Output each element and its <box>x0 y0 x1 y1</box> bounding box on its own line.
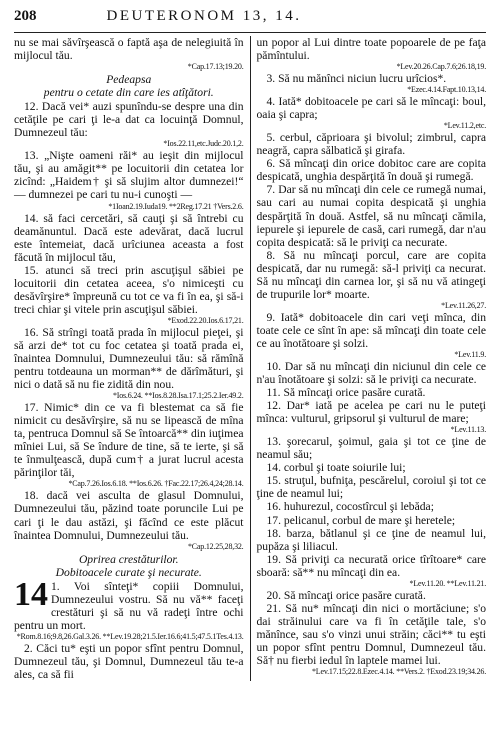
verse-4: 4. Iată* dobitoacele pe cari să le mîncaţi: boul, oaia şi capra; <box>256 95 486 122</box>
verse-18: 18. barza, bătlanul şi ce ţine de neamul lui, pupăza şi liliacul. <box>256 526 486 553</box>
verse-15: 15. atunci să treci prin ascuţişul săbiei pe locuitorii din cetatea aceea, s'o nimiceşti cu desăvîrşire* împreună cu tot ce va fi în ea, şi să-i treci chiar şi vitele prin ascuţişul săbiei. <box>14 263 244 316</box>
verse-3: 3. Să nu mănînci niciun lucru urîcios*. <box>266 72 447 86</box>
page-number: 208 <box>14 8 37 24</box>
section-title <box>14 73 244 99</box>
verse-text: un popor al Lui dintre toate popoarele de pe faţa pămîntului. <box>256 36 486 63</box>
page-header <box>14 8 486 33</box>
cross-reference: *Cap.17.13;19.20. <box>187 62 244 72</box>
verse-11: 11. Să mîncaţi orice pasăre curată. <box>266 386 426 400</box>
cross-reference: *Lev.11.2,etc. <box>443 121 486 131</box>
verse-2: 2. Căci tu* eşti un popor sfînt pentru Domnul, Dumnezeul tău, şi Domnul, Dumnezeul tău te-a ales, ca să fii <box>14 641 244 681</box>
verse-15: 15. struţul, bufniţa, pescărelul, coroiul şi tot ce ţine de neamul lui; <box>256 474 486 501</box>
right-column <box>257 36 487 681</box>
verse-18: 18. dacă vei asculta de glasul Domnului, Dumnezeului tău, păzind toate poruncile Lui pe cari ţi le dau astăzi, şi făcînd ce este plăcut înaintea Domnului, Dumnezeului tău. <box>14 489 244 542</box>
cross-reference: *Rom.8.16;9.8,26.Gal.3.26. **Lev.19.28;21.5.Ier.16.6;41.5;47.5.1Tes.4.13. <box>16 631 244 641</box>
verse-14: 14. corbul şi toate soiurile lui; <box>266 461 406 475</box>
verse-20: 20. Să mîncaţi orice pasăre curată. <box>266 588 426 602</box>
section-title-line: Dobitoacele curate şi necurate. <box>55 565 202 579</box>
cross-reference: *Cap.7.26.Ios.6.18. **Ios.6.26. †Fac.22.17;26.4,24;28.14. <box>68 479 244 489</box>
cross-reference: *Lev.20.26.Cap.7.6;26.18,19. <box>396 62 486 72</box>
section-title-line: Oprirea crestăturilor. <box>78 552 179 566</box>
verse-17: 17. pelicanul, corbul de mare şi heretele; <box>266 513 456 527</box>
column-divider <box>250 36 251 681</box>
cross-reference: *Lev.11.20. **Lev.11.21. <box>409 578 486 588</box>
verse-6: 6. Să mîncaţi din orice dobitoc care are copita despicată, unghia despărţită în două şi rumegă. <box>256 157 486 184</box>
running-title: DEUTERONOM 13, 14. <box>106 8 302 24</box>
cross-reference: *Ezec.4.14.Fapt.10.13,14. <box>407 85 486 95</box>
verse-12: 12. Dar* iată pe acelea pe cari nu le puteţi mînca: vulturul, gripsorul şi vulturul de mare; <box>256 399 486 426</box>
cross-reference: *Lev.11.9. <box>454 349 486 359</box>
verse-7: 7. Dar să nu mîncaţi din cele ce rumegă numai, sau cari au numai copita despicată şi unghia despărţită în două. Astfel, să nu mîncaţi cămila, iepurele şi iepurele de casă, cari rumegă, dar n'au copita despicată: să le priviţi ca necurate. <box>256 183 486 249</box>
cross-reference: *Lev.11.13. <box>450 425 486 435</box>
text-columns <box>14 36 486 681</box>
verse-14: 14. să faci cercetări, să cauţi şi să întrebi cu deamănuntul. Dacă este adevărat, dacă lucrul este întemeiat, dacă urîciunea aceasta a fost făcută în mijlocul tău, <box>14 211 244 264</box>
left-column <box>14 36 244 681</box>
verse-5: 5. cerbul, căprioara şi bivolul; zimbrul, capra neagră, capra sălbatică şi girafa. <box>256 131 486 158</box>
verse-13: 13. „Nişte oameni răi* au ieşit din mijlocul tău, şi au amăgit** pe locuitorii din cetatea lor zicînd: „Haidem† şi să slujim altor dumnezei!“ — dumnezei pe cari tu nu-i cunoşti — <box>14 149 244 202</box>
verse-text: nu se mai săvîrşească o faptă aşa de nelegiuită în mijlocul tău. <box>14 36 244 63</box>
verse-8: 8. Să nu mîncaţi porcul, care are copita despicată, dar nu rumegă: să-l priviţi ca necurat. Să nu mîncaţi din carnea lor, şi să nu vă atingeţi de trupurile lor* moarte. <box>256 248 486 301</box>
verse-19: 19. Să priviţi ca necurată orice tîrîtoare* care sboară: să** nu mîncaţi din ea. <box>256 552 486 579</box>
verse-10: 10. Dar să nu mîncaţi din niciunul din cele ce n'au înotătoare şi solzi: să le priviţi ca necurate. <box>256 359 486 387</box>
section-title-line: pentru o cetate din care ies atîţători. <box>43 86 214 100</box>
verse-12: 12. Dacă vei* auzi spunîndu-se despre una din cetăţile pe cari ţi le-a dat ca locuinţă Domnul, Dumnezeul tău: <box>14 100 244 140</box>
verse-16: 16. huhurezul, cocostîrcul şi lebăda; <box>266 500 434 514</box>
verse-1: 1. Voi sînteţi* copiii Domnului, Dumnezeului vostru. Să nu vă** faceţi crestături şi să nu vă radeţi între ochi pentru un mort. <box>14 579 244 632</box>
cross-reference: *Exod.22.20.Ios.6.17,21. <box>167 315 244 325</box>
section-title-line: Pedeapsa <box>106 73 152 87</box>
cross-reference: *Lev.11.26,27. <box>441 300 486 310</box>
verse-13: 13. şorecarul, şoimul, gaia şi tot ce ţine de neamul său; <box>256 435 486 462</box>
verse-17: 17. Nimic* din ce va fi blestemat ca să fie nimicit cu desăvîrşire, să nu se lipească de mîna ta, pentruca Domnul să Se întoarcă** din iuţimea mîniei Lui, să Se îndure de tine, să te ierte, şi să te înmulţească, după cum† a jurat lucrul acesta părinţilor tăi, <box>14 401 244 480</box>
cross-reference: *Ios.22.11,etc.Judc.20.1,2. <box>163 139 244 149</box>
cross-reference: *Lev.17.15;22.8.Ezec.4.14. **Vers.2. †Exod.23.19;34.26. <box>311 667 486 677</box>
cross-reference: *1Ioan2.19.Iuda19. **2Reg.17.21 †Vers.2.6. <box>108 201 244 211</box>
chapter-number: 14 <box>14 575 48 613</box>
cross-reference: *Ios.6.24. **Ios.8.28.Isa.17.1;25.2.Ier.49.2. <box>112 391 244 401</box>
cross-reference: *Cap.12.25,28,32. <box>188 541 244 551</box>
verse-21: 21. Să nu* mîncaţi din nici o mortăciune; s'o dai străinului care va fi în cetăţile tale, s'o mănînce, sau s'o vinzi unui străin; căci** tu eşti un popor sfînt pentru Domnul, Dumnezeul tău. Să† nu fierbi iedul în laptele mamei lui. <box>256 601 486 667</box>
verse-9: 9. Iată* dobitoacele din cari veţi mînca, din toate cele ce sînt în ape: să mîncaţi din toate cele ce au înotătoare şi solzi. <box>256 310 486 350</box>
verse-16: 16. Să strîngi toată prada în mijlocul pieţei, şi să arzi de* tot cu foc cetatea şi toată prada ei, înaintea Domnului, Dumnezeului tău: să rămînă pentru totdeauna un morman** de dărîmături, şi nici o dată să nu fie zidită din nou. <box>14 325 244 392</box>
chapter-14-verse-1 <box>14 575 244 632</box>
section-title <box>14 553 244 579</box>
